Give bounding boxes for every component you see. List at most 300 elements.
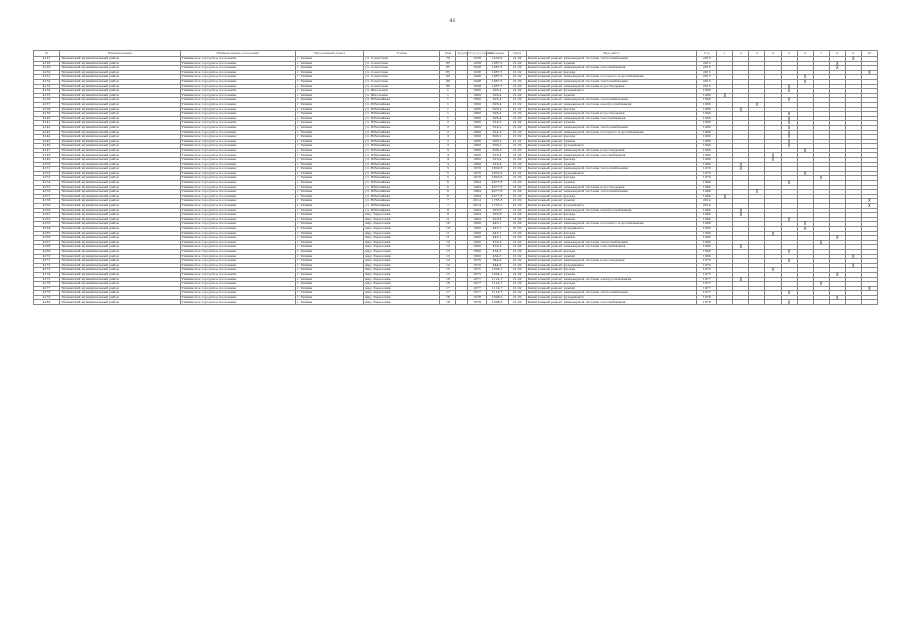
table-cell: 4127 [34,57,60,62]
column-header: 2 [733,51,749,57]
table-cell: Тихвинское городское поселение [180,300,295,305]
table-cell: 2015 [697,79,717,84]
table-cell: 2 [440,130,456,135]
table-cell: 1987,5 [486,75,508,80]
table-cell: 1984 [697,181,717,186]
table-cell: 1964 [468,208,486,213]
table-cell: ул. Юбилейная [364,116,440,121]
table-cell: ул. Юбилейная [364,107,440,112]
table-cell: г. Тихвин [295,240,363,245]
mark-cell: X [733,208,749,213]
table-cell: 21.02 [508,125,526,130]
column-header: Корпус [457,50,470,55]
table-cell: 21.02 [508,112,526,117]
table-cell: 1975 [468,272,486,277]
table-cell: Капитальный ремонт фасада [526,194,697,199]
table-cell: Капитальный ремонт фундамента [526,171,697,176]
table-cell: 21.02 [508,93,526,98]
table-cell: 9 [440,213,456,218]
table-cell: 1978 [468,300,486,305]
table-cell: Тихвинское городское поселение [180,199,295,204]
mark-cell [733,300,749,305]
table-cell: Капитальный ремонт инженерной системы газоснабжения [526,153,697,158]
mark-cell: X [733,107,749,112]
table-cell: 21.02 [508,259,526,264]
table-cell: 10 [440,226,456,231]
table-cell: Тихвинский муниципальный район [60,249,180,254]
table-cell: 1948 [468,79,486,84]
table-cell: г. Тихвин [295,213,363,218]
table-cell: 1977 [468,286,486,291]
mark-cell: X [781,125,797,130]
table-cell: Тихвинский муниципальный район [60,66,180,71]
table-cell: 1114,7 [486,277,508,282]
table-cell: Капитальный ремонт инженерной системы газоснабжения [526,300,697,305]
table-cell: ул. Юбилейная [364,208,440,213]
table-cell: 614,2 [486,125,508,130]
table-cell: 21.02 [508,162,526,167]
table-cell: г. Тихвин [295,125,363,130]
mark-cell: X [781,217,797,222]
table-cell: 644,6 [486,259,508,264]
table-cell: 21.02 [508,213,526,218]
mark-cell: X [829,272,845,277]
table-cell: 5 [440,171,456,176]
table-cell: 4143 [34,130,60,135]
table-cell: Капитальный ремонт инженерной системы теплоснабжения [526,125,697,130]
table-cell: Тихвинский муниципальный район [60,84,180,89]
table-cell: Капитальный ремонт фасада [526,176,697,181]
table-cell: 4168 [34,245,60,250]
column-header: Год постройки [469,50,494,55]
table-cell: мкр. Березовик [364,295,440,300]
table-cell: 626,4 [486,116,508,121]
register-table [33,50,878,305]
table-cell: 21.02 [508,107,526,112]
table-cell: Капитальный ремонт инженерной системы теплоснабжения [526,79,697,84]
table-cell: 2014 [697,204,717,209]
table-cell: 1938 [468,57,486,62]
table-cell: Тихвинский муниципальный район [60,176,180,181]
table-cell: Тихвинское городское поселение [180,171,295,176]
table-cell: Капитальный ремонт крыши [526,236,697,241]
table-cell: ул. Юбилейная [364,204,440,209]
table-cell: 4150 [34,162,60,167]
table-cell: Капитальный ремонт инженерной системы электроснабжения [526,208,697,213]
table-cell: 1987,5 [486,79,508,84]
table-cell: ул. Юбилейная [364,181,440,186]
table-cell: 4134 [34,89,60,94]
table-cell: 606,2 [486,135,508,140]
table-cell: Тихвинский муниципальный район [60,98,180,103]
mark-cell: X [781,84,797,89]
table-cell: 12 [440,240,456,245]
table-cell: Тихвинский муниципальный район [60,116,180,121]
table-cell: г. Тихвин [295,139,363,144]
table-cell: Капитальный ремонт крыши [526,93,697,98]
table-cell: ул. Юбилейная [364,158,440,163]
table-cell: г. Тихвин [295,181,363,186]
table-cell: 1960 [697,158,717,163]
table-cell: г. Тихвин [295,194,363,199]
table-cell: 1114,7 [486,291,508,296]
table-cell: Тихвинское городское поселение [180,226,295,231]
table-cell: г. Тихвин [295,144,363,149]
table-cell: ул. Юбилейная [364,176,440,181]
table-cell: 606,2 [486,139,508,144]
table-cell: Тихвинское городское поселение [180,135,295,140]
table-cell: 1970 [468,167,486,172]
table-cell: 1 [440,116,456,121]
table-cell: ул. Школьная [364,93,440,98]
table-cell: 21.02 [508,295,526,300]
table-cell: 1960 [697,245,717,250]
table-cell: 21.02 [508,57,526,62]
table-cell: Тихвинское городское поселение [180,268,295,273]
table-cell: 90 [440,79,456,84]
table-cell: ул. Юбилейная [364,167,440,172]
mark-cell: X [797,226,813,231]
column-header: 9 [845,51,861,57]
table-cell: 1960 [697,254,717,259]
table-cell: Тихвинское городское поселение [180,121,295,126]
table-cell: г. Тихвин [295,167,363,172]
mark-cell: X [733,277,749,282]
table-cell: 1970 [468,176,486,181]
table-cell: 1960 [468,231,486,236]
table-cell: 4146 [34,144,60,149]
table-cell: Тихвинский муниципальный район [60,167,180,172]
table-cell: г. Тихвин [295,98,363,103]
table-cell: 1975 [697,268,717,273]
table-cell: 1977 [468,282,486,287]
table-cell: мкр. Березовик [364,236,440,241]
table-cell: 2015 [697,75,717,80]
table-cell: 616,4 [486,158,508,163]
table-cell: Капитальный ремонт фасада [526,268,697,273]
column-header: 5 [781,51,797,57]
column-header: Наименование поселения [180,51,295,57]
column-header: Улица [364,51,440,57]
table-cell: 1765,3 [486,204,508,209]
table-cell: 1970 [697,167,717,172]
table-cell: 21.02 [508,286,526,291]
table-cell: мкр. Березовик [364,268,440,273]
table-cell: 1964 [697,217,717,222]
table-cell: мкр. Березовик [364,245,440,250]
table-cell: 8 [440,208,456,213]
table-cell: 21.02 [508,135,526,140]
table-cell: 1960 [697,98,717,103]
table-cell: 445,1 [486,231,508,236]
table-cell: 1938 [468,61,486,66]
mark-cell: X [829,61,845,66]
table-cell: 21.02 [508,291,526,296]
table-cell: 21.02 [508,263,526,268]
table-cell: Тихвинский муниципальный район [60,79,180,84]
table-cell: Капитальный ремонт инженерной системы водоотведения [526,259,697,264]
table-cell: 1964 [697,208,717,213]
table-cell: Капитальный ремонт инженерной системы водоотведения [526,112,697,117]
table-cell: 4178 [34,291,60,296]
table-cell: 21.02 [508,116,526,121]
table-cell: 1 [440,89,456,94]
table-cell: 1975 [468,268,486,273]
table-cell: Тихвинское городское поселение [180,263,295,268]
table-cell: Капитальный ремонт фундамента [526,144,697,149]
mark-cell: X [733,245,749,250]
table-cell: г. Тихвин [295,245,363,250]
table-cell: 21.02 [508,167,526,172]
table-cell: 1964 [697,213,717,218]
table-cell: 16 [440,282,456,287]
table-cell: ул. Школьная [364,89,440,94]
table-cell: Тихвинский муниципальный район [60,121,180,126]
table-cell: 454,5 [486,249,508,254]
table-cell: 4130 [34,70,60,75]
mark-cell: X [781,291,797,296]
table-cell: Тихвинское городское поселение [180,181,295,186]
mark-cell: X [765,231,781,236]
mark-cell: X [781,249,797,254]
mark-cell: X [861,204,877,209]
table-cell: 4129 [34,66,60,71]
table-cell: 1960 [468,93,486,98]
table-cell: 11 [440,236,456,241]
table-cell: 1978 [697,300,717,305]
table-cell: 1970 [468,171,486,176]
table-cell: 1114,7 [486,286,508,291]
mark-cell: X [781,89,797,94]
table-cell: Капитальный ремонт фундамента [526,226,697,231]
table-cell: 1098,3 [486,300,508,305]
table-cell: Тихвинский муниципальный район [60,217,180,222]
table-cell: ул. Советская [364,84,440,89]
table-cell: 1409,4 [486,57,508,62]
table-cell: Тихвинское городское поселение [180,57,295,62]
table-cell: ул. Советская [364,66,440,71]
table-cell: Капитальный ремонт инженерной системы водоотведения [526,148,697,153]
table-cell: 1960 [697,162,717,167]
document-table-container [33,50,878,305]
table-cell: 626,4 [486,89,508,94]
table-cell: Тихвинское городское поселение [180,259,295,264]
table-cell: Тихвинское городское поселение [180,153,295,158]
table-row [34,300,878,305]
table-cell: 90 [440,84,456,89]
table-cell: 21.02 [508,75,526,80]
mark-cell: X [717,194,733,199]
table-cell: Тихвинское городское поселение [180,194,295,199]
table-cell: 1960 [468,139,486,144]
table-cell: Тихвинский муниципальный район [60,245,180,250]
table-cell: г. Тихвин [295,199,363,204]
table-cell: г. Тихвин [295,259,363,264]
table-cell: 3 [440,148,456,153]
table-cell: 1960 [697,93,717,98]
table-cell: Капитальный ремонт инженерной системы газоснабжения [526,66,697,71]
table-cell: мкр. Березовик [364,217,440,222]
table-cell: 4166 [34,236,60,241]
table-cell: 21.02 [508,144,526,149]
mark-cell [749,300,765,305]
mark-cell: X [749,102,765,107]
table-cell: ул. Юбилейная [364,139,440,144]
table-cell: 626,4 [486,112,508,117]
table-cell: г. Тихвин [295,204,363,209]
table-cell: Тихвинское городское поселение [180,144,295,149]
table-cell: Капитальный ремонт крыши [526,162,697,167]
column-header: 8 [829,51,845,57]
table-cell: Тихвинское городское поселение [180,167,295,172]
table-cell: Тихвинское городское поселение [180,291,295,296]
table-cell: 6 [440,181,456,186]
column-header: 4 [765,51,781,57]
table-cell: мкр. Березовик [364,272,440,277]
table-cell: 623,8 [486,217,508,222]
table-cell: Тихвинское городское поселение [180,185,295,190]
mark-cell: X [733,213,749,218]
table-cell: Тихвинский муниципальный район [60,295,180,300]
table-cell: Тихвинское городское поселение [180,102,295,107]
table-cell: мкр. Березовик [364,231,440,236]
table-cell: 1004,1 [486,268,508,273]
table-cell: 1960 [697,144,717,149]
mark-cell: X [781,144,797,149]
table-cell: Капитальный ремонт фасада [526,231,697,236]
table-cell: Тихвинский муниципальный район [60,194,180,199]
table-cell: Тихвинский муниципальный район [60,254,180,259]
table-cell: 1960 [468,107,486,112]
table-cell: 1004,1 [486,272,508,277]
table-cell: Капитальный ремонт инженерной системы газоснабжения [526,116,697,121]
table-cell: Капитальный ремонт фасада [526,135,697,140]
table-cell: Капитальный ремонт крыши [526,181,697,186]
mark-cell: X [797,148,813,153]
table-cell: г. Тихвин [295,112,363,117]
mark-cell [829,300,845,305]
table-cell: г. Тихвин [295,107,363,112]
table-cell: 4173 [34,268,60,273]
table-cell: Капитальный ремонт инженерной системы теплоснабжения [526,291,697,296]
table-cell: 1960 [468,245,486,250]
table-cell: 4145 [34,139,60,144]
table-cell: 21.02 [508,199,526,204]
table-cell: ул. Советская [364,79,440,84]
table-cell: Капитальный ремонт крыши [526,286,697,291]
table-cell: 1960 [697,153,717,158]
table-cell: 4144 [34,135,60,140]
table-cell: 21.02 [508,89,526,94]
table-cell: ул. Юбилейная [364,98,440,103]
table-cell: 1960 [468,112,486,117]
table-cell: мкр. Березовик [364,286,440,291]
table-cell: Тихвинское городское поселение [180,222,295,227]
table-cell: г. Тихвин [295,226,363,231]
mark-cell: X [813,282,829,287]
table-cell: 4147 [34,148,60,153]
table-cell: г. Тихвин [295,135,363,140]
table-cell: Тихвинское городское поселение [180,125,295,130]
table-cell: 4170 [34,254,60,259]
table-cell: мкр. Березовик [364,277,440,282]
table-cell: Капитальный ремонт инженерной системы водоотведения [526,185,697,190]
table-cell: Капитальный ремонт фасада [526,158,697,163]
table-cell: 4161 [34,213,60,218]
table-cell: 614,2 [486,130,508,135]
table-cell: Тихвинский муниципальный район [60,89,180,94]
mark-cell: X [797,75,813,80]
table-cell: 4174 [34,272,60,277]
table-cell: Тихвинский муниципальный район [60,259,180,264]
table-cell: 1960 [697,236,717,241]
table-cell: 1960 [468,162,486,167]
table-cell: 1987,5 [486,66,508,71]
table-cell: 4165 [34,231,60,236]
table-cell: Тихвинское городское поселение [180,130,295,135]
table-cell: Капитальный ремонт инженерной системы теплоснабжения [526,190,697,195]
table-cell: Тихвинское городское поселение [180,240,295,245]
table-cell: Тихвинский муниципальный район [60,236,180,241]
table-cell: Тихвинский муниципальный район [60,231,180,236]
table-cell: ул. Юбилейная [364,121,440,126]
table-cell: 4149 [34,158,60,163]
table-cell: Капитальный ремонт крыши [526,139,697,144]
table-cell: Тихвинский муниципальный район [60,226,180,231]
table-cell: 1987,5 [486,61,508,66]
table-cell: г. Тихвин [295,116,363,121]
table-cell: 6 [440,185,456,190]
table-cell: 1964 [468,217,486,222]
table-cell: 2 [440,121,456,126]
table-cell: 1960 [697,226,717,231]
table-cell: Тихвинское городское поселение [180,286,295,291]
table-cell: Тихвинское городское поселение [180,272,295,277]
table-cell: Тихвинское городское поселение [180,79,295,84]
table-cell: 21.02 [508,231,526,236]
table-cell: г. Тихвин [295,66,363,71]
table-cell: 4176 [34,282,60,287]
table-cell: Тихвинский муниципальный район [60,204,180,209]
table-cell: ул. Юбилейная [364,135,440,140]
table-cell: Тихвинский муниципальный район [60,185,180,190]
table-cell: 4138 [34,107,60,112]
table-cell: ул. Юбилейная [364,125,440,130]
mark-cell: X [781,121,797,126]
table-cell: 4133 [34,84,60,89]
column-header: № [34,51,60,57]
table-cell: г. Тихвин [295,93,363,98]
column-header: 3 [749,51,765,57]
table-cell: 1960 [468,240,486,245]
column-header: Дата [508,51,526,57]
table-cell: Тихвинское городское поселение [180,107,295,112]
table-cell: Тихвинское городское поселение [180,148,295,153]
table-cell: 21.02 [508,153,526,158]
table-cell: 1960 [468,98,486,103]
mark-cell: X [845,263,861,268]
table-cell: Тихвинское городское поселение [180,139,295,144]
table-cell: Тихвинское городское поселение [180,116,295,121]
table-cell: 1948 [468,84,486,89]
table-cell: ул. Юбилейная [364,199,440,204]
mark-cell: X [829,66,845,71]
column-header: 10 [861,51,877,57]
table-cell: Тихвинский муниципальный район [60,102,180,107]
table-cell: Тихвинский муниципальный район [60,130,180,135]
table-cell: Тихвинский муниципальный район [60,190,180,195]
table-cell: Тихвинский муниципальный район [60,61,180,66]
